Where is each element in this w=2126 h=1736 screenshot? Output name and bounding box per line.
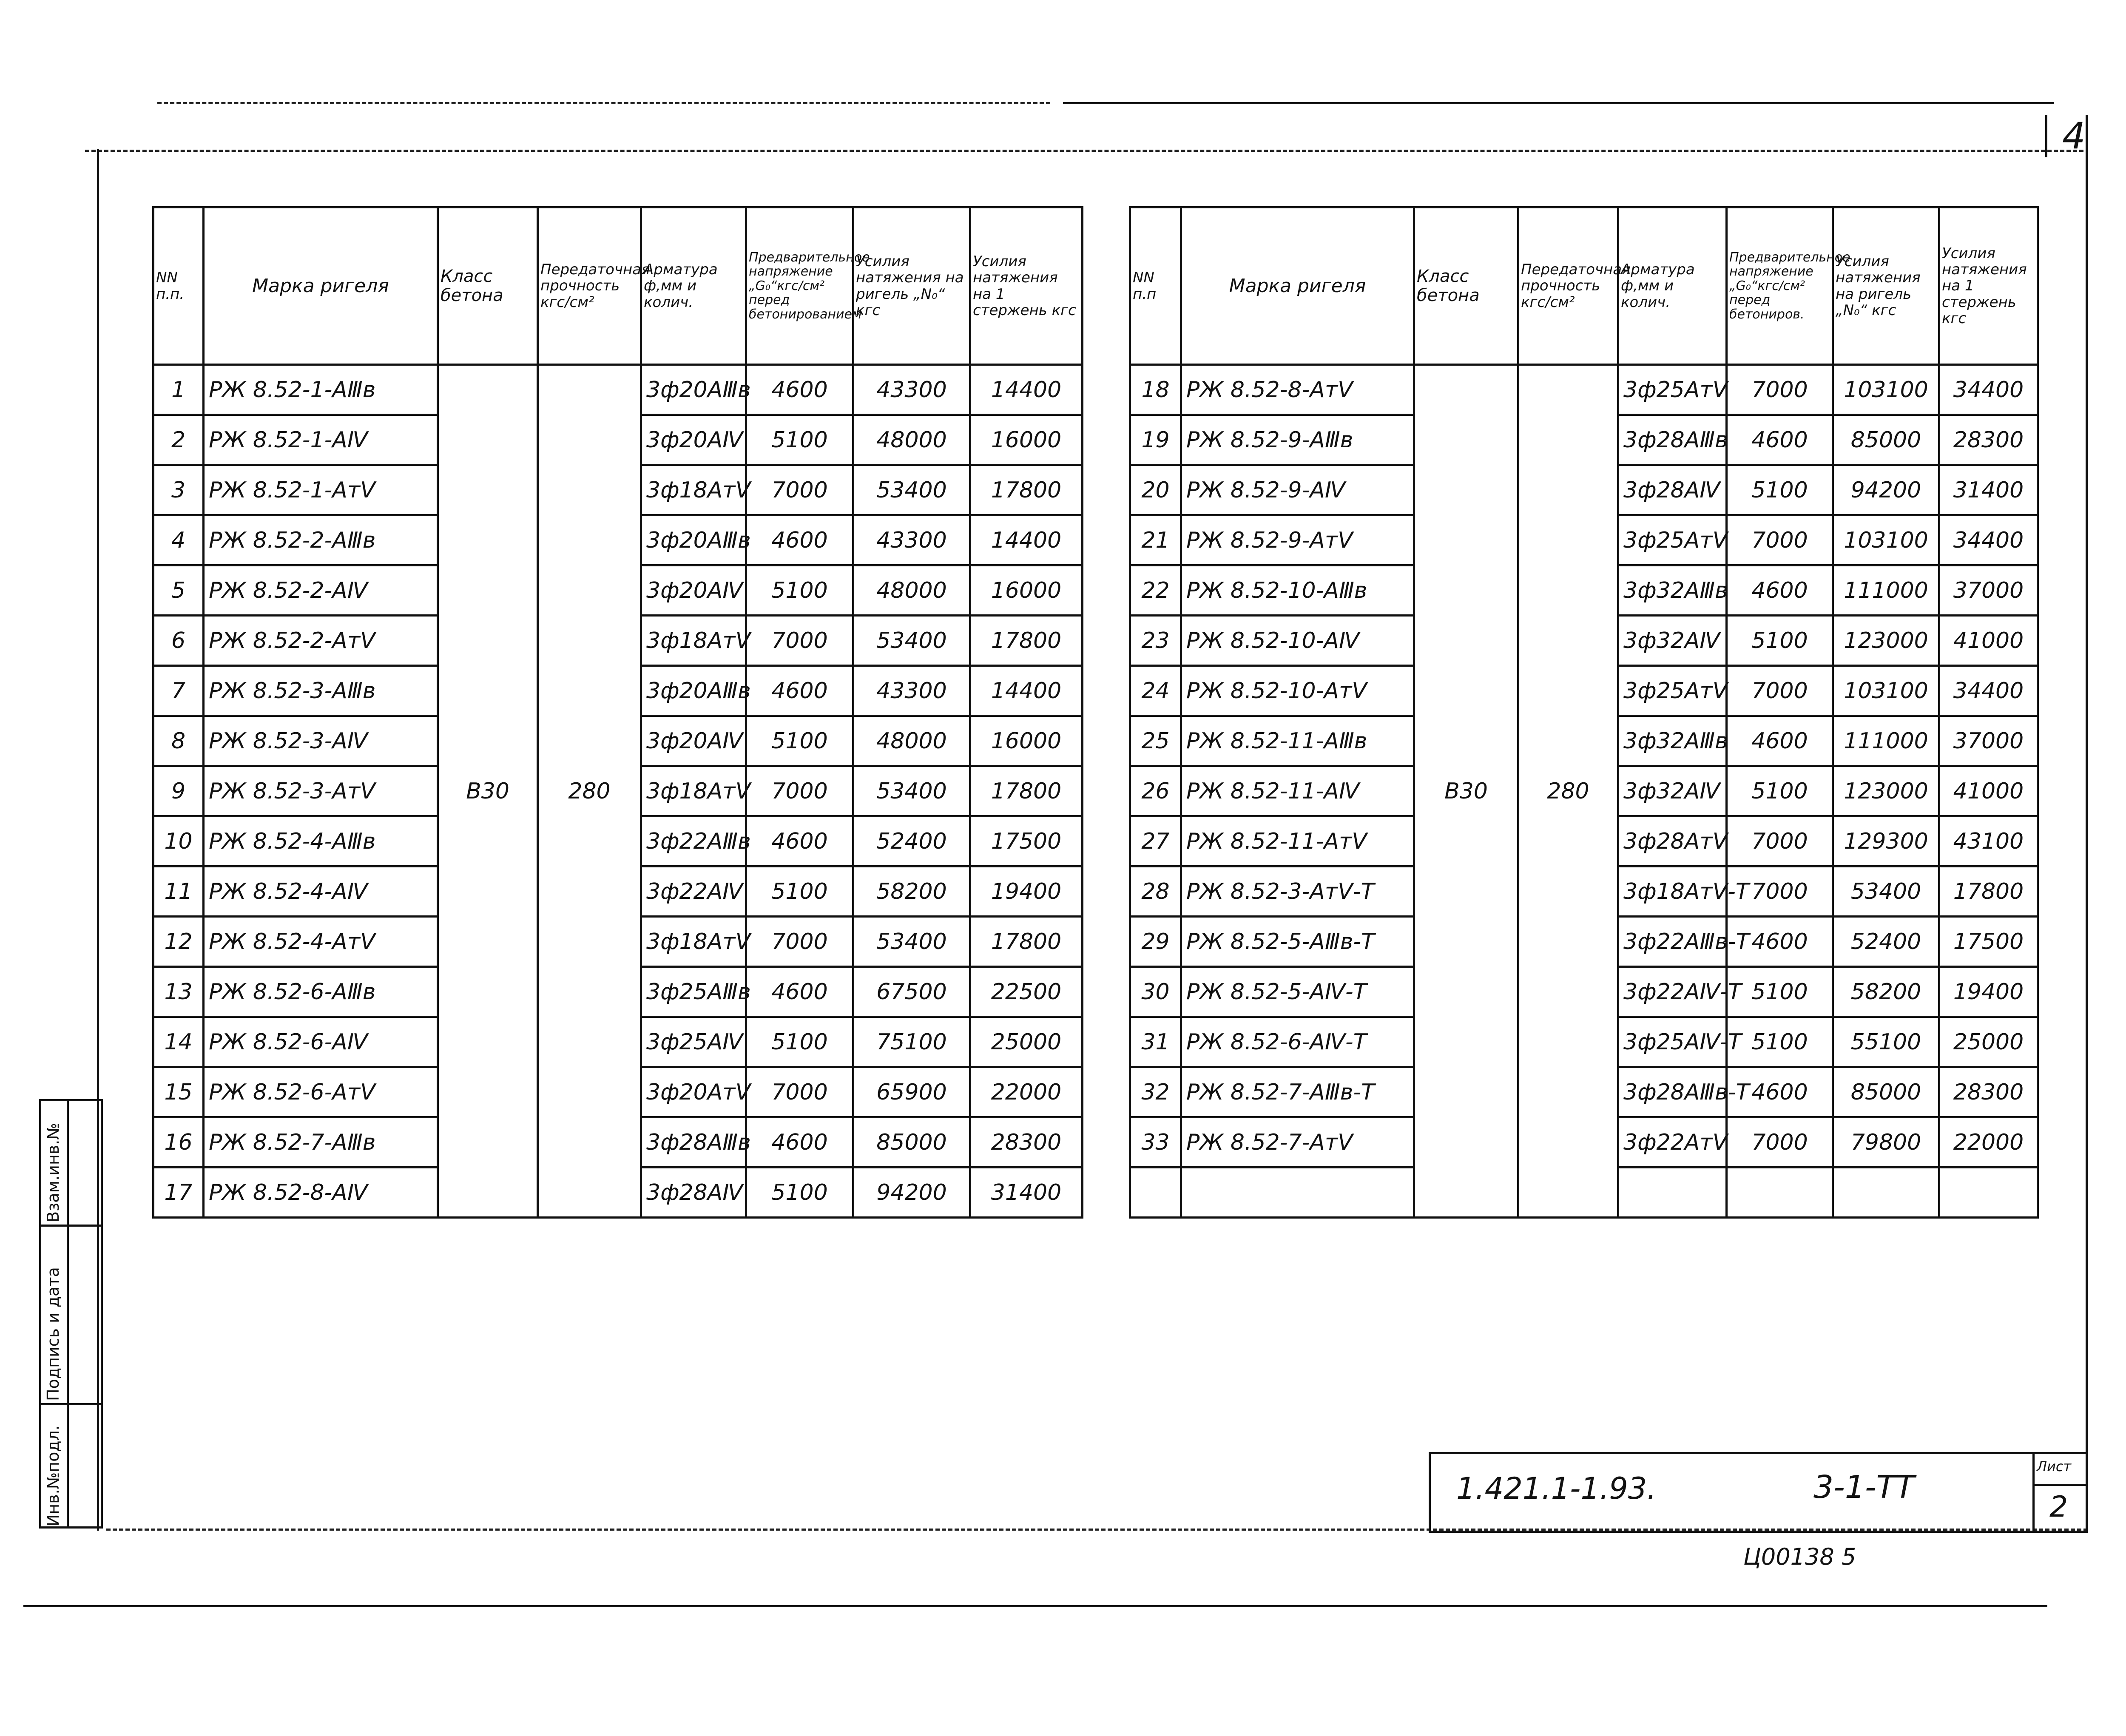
reinforcement-cell: 3ф22АтⅤ xyxy=(1618,1117,1727,1168)
beam-force-cell: 48000 xyxy=(853,415,970,465)
row-number: 21 xyxy=(1130,515,1181,565)
row-number: 31 xyxy=(1130,1017,1181,1067)
right-header-strength: Передаточная прочность кгс/см² xyxy=(1518,207,1618,365)
beam-force-cell xyxy=(1833,1168,1939,1218)
title-block-sheet-divider xyxy=(2032,1454,2035,1531)
prestress-cell: 5100 xyxy=(1727,967,1833,1017)
beam-force-cell: 103100 xyxy=(1833,365,1939,415)
beam-mark: РЖ 8.52-6-АⅢв xyxy=(204,967,438,1017)
document-code: 3-1-ТТ xyxy=(1813,1469,1915,1506)
bar-force-cell: 28300 xyxy=(1939,1067,2038,1117)
bar-force-cell: 34400 xyxy=(1939,515,2038,565)
prestress-cell: 5100 xyxy=(746,716,853,766)
beam-force-cell: 53400 xyxy=(853,465,970,515)
beam-mark: РЖ 8.52-3-АтⅤ xyxy=(204,766,438,816)
reinforcement-cell: 3ф18АтⅤ xyxy=(641,917,746,967)
row-number: 26 xyxy=(1130,766,1181,816)
bar-force-cell: 14400 xyxy=(970,515,1083,565)
left-header-strength: Передаточная прочность кгс/см² xyxy=(538,207,641,365)
row-number: 25 xyxy=(1130,716,1181,766)
prestress-cell: 7000 xyxy=(746,766,853,816)
beam-mark: РЖ 8.52-9-АтⅤ xyxy=(1181,515,1414,565)
beam-mark: РЖ 8.52-3-АтⅤ-Т xyxy=(1181,867,1414,917)
concrete-class-cell: В30 xyxy=(438,365,538,1218)
beam-mark: РЖ 8.52-1-АⅢв xyxy=(204,365,438,415)
bar-force-cell: 19400 xyxy=(1939,967,2038,1017)
row-number xyxy=(1130,1168,1181,1218)
beam-force-cell: 85000 xyxy=(853,1117,970,1168)
beam-force-cell: 103100 xyxy=(1833,515,1939,565)
left-header-force-bar: Усилия натяжения на 1 стержень кгс xyxy=(970,207,1083,365)
right-header-class: Класс бетона xyxy=(1414,207,1518,365)
bar-force-cell: 37000 xyxy=(1939,565,2038,616)
row-number: 8 xyxy=(153,716,204,766)
transfer-strength-cell: 280 xyxy=(1518,365,1618,1218)
reinforcement-cell: 3ф25АтⅤ xyxy=(1618,365,1727,415)
bar-force-cell: 25000 xyxy=(970,1017,1083,1067)
top-dashed-line xyxy=(157,102,1050,104)
right-header-mark: Марка ригеля xyxy=(1181,207,1414,365)
archive-code: Ц00138 5 xyxy=(1743,1543,1856,1570)
bar-force-cell: 28300 xyxy=(970,1117,1083,1168)
beam-force-cell: 67500 xyxy=(853,967,970,1017)
beam-force-cell: 55100 xyxy=(1833,1017,1939,1067)
bar-force-cell: 17800 xyxy=(1939,867,2038,917)
row-number: 1 xyxy=(153,365,204,415)
bar-force-cell: 31400 xyxy=(970,1168,1083,1218)
bar-force-cell: 16000 xyxy=(970,565,1083,616)
beam-force-cell: 43300 xyxy=(853,515,970,565)
beam-force-cell: 129300 xyxy=(1833,816,1939,867)
prestress-cell: 4600 xyxy=(1727,1067,1833,1117)
row-number: 27 xyxy=(1130,816,1181,867)
left-header-arm: Арматура ф,мм и колич. xyxy=(641,207,746,365)
reinforcement-cell: 3ф28АⅢв xyxy=(641,1117,746,1168)
prestress-cell: 4600 xyxy=(1727,415,1833,465)
prestress-cell: 5100 xyxy=(1727,766,1833,816)
reinforcement-cell: 3ф22АⅢв xyxy=(641,816,746,867)
beam-force-cell: 123000 xyxy=(1833,766,1939,816)
right-header-arm: Арматура ф,мм и колич. xyxy=(1618,207,1727,365)
page-number-divider xyxy=(2045,115,2047,157)
row-number: 22 xyxy=(1130,565,1181,616)
prestress-cell: 7000 xyxy=(1727,365,1833,415)
beam-mark: РЖ 8.52-4-АтⅤ xyxy=(204,917,438,967)
series-number: 1.421.1-1.93. xyxy=(1456,1471,1657,1506)
bar-force-cell: 19400 xyxy=(970,867,1083,917)
left-header-class: Класс бетона xyxy=(438,207,538,365)
prestress-cell: 7000 xyxy=(1727,515,1833,565)
reinforcement-cell: 3ф28АⅣ xyxy=(1618,465,1727,515)
beam-force-cell: 43300 xyxy=(853,365,970,415)
beam-mark: РЖ 8.52-4-АⅣ xyxy=(204,867,438,917)
prestress-cell: 7000 xyxy=(746,465,853,515)
prestress-cell: 4600 xyxy=(746,967,853,1017)
prestress-cell: 7000 xyxy=(1727,1117,1833,1168)
title-block-sheet-sep xyxy=(2032,1484,2086,1486)
prestress-cell: 5100 xyxy=(746,1168,853,1218)
bar-force-cell: 25000 xyxy=(1939,1017,2038,1067)
transfer-strength-cell: 280 xyxy=(538,365,641,1218)
row-number: 6 xyxy=(153,616,204,666)
frame-top-dashed xyxy=(85,150,2083,152)
prestress-cell: 4600 xyxy=(746,666,853,716)
left-header-force-beam: Усилия натяжения на ригель „N₀“ кгс xyxy=(853,207,970,365)
row-number: 14 xyxy=(153,1017,204,1067)
reinforcement-cell: 3ф20АⅣ xyxy=(641,716,746,766)
reinforcement-cell: 3ф18АтⅤ xyxy=(641,616,746,666)
bar-force-cell: 17800 xyxy=(970,917,1083,967)
beam-force-cell: 52400 xyxy=(853,816,970,867)
reinforcement-cell: 3ф20АⅣ xyxy=(641,415,746,465)
reinforcement-cell: 3ф25АтⅤ xyxy=(1618,515,1727,565)
prestress-cell: 4600 xyxy=(1727,716,1833,766)
left-table-row xyxy=(153,365,1083,415)
row-number: 4 xyxy=(153,515,204,565)
beam-force-cell: 65900 xyxy=(853,1067,970,1117)
bar-force-cell: 43100 xyxy=(1939,816,2038,867)
bar-force-cell: 17800 xyxy=(970,465,1083,515)
row-number: 9 xyxy=(153,766,204,816)
prestress-cell: 5100 xyxy=(746,867,853,917)
beam-mark: РЖ 8.52-11-АтⅤ xyxy=(1181,816,1414,867)
row-number: 2 xyxy=(153,415,204,465)
bar-force-cell: 22000 xyxy=(970,1067,1083,1117)
right-header-force-bar: Усилия натяжения на 1 стержень кгс xyxy=(1939,207,2038,365)
beam-mark: РЖ 8.52-7-АⅢв xyxy=(204,1117,438,1168)
reinforcement-cell: 3ф18АтⅤ-Т xyxy=(1618,867,1727,917)
beam-mark: РЖ 8.52-8-АⅣ xyxy=(204,1168,438,1218)
reinforcement-cell: 3ф28АⅢв xyxy=(1618,415,1727,465)
bar-force-cell: 16000 xyxy=(970,716,1083,766)
bar-force-cell: 34400 xyxy=(1939,666,2038,716)
right-header-num: NN п.п xyxy=(1130,207,1181,365)
reinforcement-cell: 3ф32АⅣ xyxy=(1618,616,1727,666)
bar-force-cell xyxy=(1939,1168,2038,1218)
bottom-cut-line xyxy=(23,1605,2047,1607)
beam-mark: РЖ 8.52-2-АтⅤ xyxy=(204,616,438,666)
beam-mark: РЖ 8.52-1-АⅣ xyxy=(204,415,438,465)
row-number: 3 xyxy=(153,465,204,515)
prestress-cell: 7000 xyxy=(746,616,853,666)
right-table-row xyxy=(1130,365,2038,415)
left-header-num: NN п.п. xyxy=(153,207,204,365)
beam-force-cell: 111000 xyxy=(1833,565,1939,616)
beam-force-cell: 85000 xyxy=(1833,1067,1939,1117)
reinforcement-cell: 3ф20АⅣ xyxy=(641,565,746,616)
beam-mark: РЖ 8.52-1-АтⅤ xyxy=(204,465,438,515)
beam-mark: РЖ 8.52-6-АⅣ-Т xyxy=(1181,1017,1414,1067)
beam-mark: РЖ 8.52-2-АⅣ xyxy=(204,565,438,616)
row-number: 12 xyxy=(153,917,204,967)
beam-force-cell: 53400 xyxy=(853,766,970,816)
beam-force-cell: 111000 xyxy=(1833,716,1939,766)
reinforcement-cell: 3ф20АⅢв xyxy=(641,365,746,415)
right-header-prestress: Предварительное напряжение „G₀“кгс/см² перед бетониров. xyxy=(1727,207,1833,365)
beam-force-cell: 58200 xyxy=(853,867,970,917)
beam-force-cell: 53400 xyxy=(853,917,970,967)
beam-force-cell: 48000 xyxy=(853,565,970,616)
beam-mark: РЖ 8.52-11-АⅢв xyxy=(1181,716,1414,766)
bar-force-cell: 41000 xyxy=(1939,766,2038,816)
bar-force-cell: 14400 xyxy=(970,666,1083,716)
left-header-prestress: Предварительное напряжение „G₀“кгс/см² перед бетонированием xyxy=(746,207,853,365)
page-number: 4 xyxy=(2062,115,2086,157)
beam-mark: РЖ 8.52-7-АⅢв-Т xyxy=(1181,1067,1414,1117)
prestress-cell: 5100 xyxy=(746,415,853,465)
row-number: 15 xyxy=(153,1067,204,1117)
reinforcement-cell: 3ф25АⅣ xyxy=(641,1017,746,1067)
right-header-row xyxy=(1130,207,2038,365)
approval-strip-sep-2 xyxy=(41,1403,101,1405)
beam-mark: РЖ 8.52-10-АтⅤ xyxy=(1181,666,1414,716)
bar-force-cell: 17500 xyxy=(1939,917,2038,967)
reinforcement-cell: 3ф28АтⅤ xyxy=(1618,816,1727,867)
sheet-number: 2 xyxy=(2049,1490,2068,1524)
beam-force-cell: 85000 xyxy=(1833,415,1939,465)
reinforcement-cell: 3ф32АⅢв xyxy=(1618,565,1727,616)
beam-force-cell: 75100 xyxy=(853,1017,970,1067)
reinforcement-cell: 3ф22АⅣ-Т xyxy=(1618,967,1727,1017)
beam-mark: РЖ 8.52-9-АⅢв xyxy=(1181,415,1414,465)
beam-mark: РЖ 8.52-8-АтⅤ xyxy=(1181,365,1414,415)
prestress-cell: 7000 xyxy=(746,1067,853,1117)
row-number: 33 xyxy=(1130,1117,1181,1168)
title-block xyxy=(1429,1452,2088,1533)
row-number: 16 xyxy=(153,1117,204,1168)
row-number: 30 xyxy=(1130,967,1181,1017)
approval-strip xyxy=(39,1099,103,1529)
prestress-cell: 7000 xyxy=(1727,816,1833,867)
prestress-cell: 4600 xyxy=(746,1117,853,1168)
prestress-cell: 4600 xyxy=(1727,917,1833,967)
row-number: 32 xyxy=(1130,1067,1181,1117)
beam-force-cell: 123000 xyxy=(1833,616,1939,666)
prestress-cell: 5100 xyxy=(746,565,853,616)
row-number: 29 xyxy=(1130,917,1181,967)
row-number: 24 xyxy=(1130,666,1181,716)
beam-force-cell: 52400 xyxy=(1833,917,1939,967)
row-number: 20 xyxy=(1130,465,1181,515)
beam-mark: РЖ 8.52-4-АⅢв xyxy=(204,816,438,867)
left-spec-table xyxy=(152,206,1083,1219)
left-header-row xyxy=(153,207,1083,365)
beam-mark: РЖ 8.52-3-АⅣ xyxy=(204,716,438,766)
reinforcement-cell: 3ф28АⅢв-Т xyxy=(1618,1067,1727,1117)
beam-mark: РЖ 8.52-11-АⅣ xyxy=(1181,766,1414,816)
row-number: 18 xyxy=(1130,365,1181,415)
beam-force-cell: 53400 xyxy=(853,616,970,666)
bar-force-cell: 31400 xyxy=(1939,465,2038,515)
beam-force-cell: 48000 xyxy=(853,716,970,766)
top-line xyxy=(1063,102,2054,104)
prestress-cell: 4600 xyxy=(746,515,853,565)
prestress-cell xyxy=(1727,1168,1833,1218)
beam-force-cell: 103100 xyxy=(1833,666,1939,716)
reinforcement-cell: 3ф22АⅢв-Т xyxy=(1618,917,1727,967)
beam-mark: РЖ 8.52-6-АⅣ xyxy=(204,1017,438,1067)
prestress-cell: 4600 xyxy=(746,816,853,867)
reinforcement-cell: 3ф32АⅢв xyxy=(1618,716,1727,766)
bar-force-cell: 22000 xyxy=(1939,1117,2038,1168)
row-number: 7 xyxy=(153,666,204,716)
left-header-mark: Марка ригеля xyxy=(204,207,438,365)
bar-force-cell: 41000 xyxy=(1939,616,2038,666)
approval-label-inv-replace: Взам.инв.№ xyxy=(44,1123,63,1222)
reinforcement-cell: 3ф25АⅣ-Т xyxy=(1618,1017,1727,1067)
bar-force-cell: 22500 xyxy=(970,967,1083,1017)
beam-force-cell: 58200 xyxy=(1833,967,1939,1017)
beam-mark: РЖ 8.52-5-АⅣ-Т xyxy=(1181,967,1414,1017)
reinforcement-cell xyxy=(1618,1168,1727,1218)
approval-label-inv-orig: Инв.№подл. xyxy=(44,1425,63,1526)
bar-force-cell: 17800 xyxy=(970,766,1083,816)
reinforcement-cell: 3ф28АⅣ xyxy=(641,1168,746,1218)
row-number: 23 xyxy=(1130,616,1181,666)
bar-force-cell: 37000 xyxy=(1939,716,2038,766)
beam-mark: РЖ 8.52-3-АⅢв xyxy=(204,666,438,716)
beam-force-cell: 94200 xyxy=(1833,465,1939,515)
beam-mark: РЖ 8.52-10-АⅢв xyxy=(1181,565,1414,616)
frame-right xyxy=(2086,115,2088,1531)
row-number: 17 xyxy=(153,1168,204,1218)
bar-force-cell: 16000 xyxy=(970,415,1083,465)
concrete-class-cell: В30 xyxy=(1414,365,1518,1218)
bar-force-cell: 34400 xyxy=(1939,365,2038,415)
row-number: 5 xyxy=(153,565,204,616)
bar-force-cell: 17500 xyxy=(970,816,1083,867)
prestress-cell: 5100 xyxy=(1727,465,1833,515)
row-number: 13 xyxy=(153,967,204,1017)
reinforcement-cell: 3ф18АтⅤ xyxy=(641,465,746,515)
bar-force-cell: 14400 xyxy=(970,365,1083,415)
beam-force-cell: 43300 xyxy=(853,666,970,716)
sheet-label: Лист xyxy=(2037,1458,2072,1475)
beam-mark xyxy=(1181,1168,1414,1218)
reinforcement-cell: 3ф22АⅣ xyxy=(641,867,746,917)
beam-mark: РЖ 8.52-5-АⅢв-Т xyxy=(1181,917,1414,967)
beam-force-cell: 94200 xyxy=(853,1168,970,1218)
beam-force-cell: 79800 xyxy=(1833,1117,1939,1168)
prestress-cell: 7000 xyxy=(1727,867,1833,917)
beam-mark: РЖ 8.52-6-АтⅤ xyxy=(204,1067,438,1117)
row-number: 11 xyxy=(153,867,204,917)
reinforcement-cell: 3ф20АтⅤ xyxy=(641,1067,746,1117)
prestress-cell: 7000 xyxy=(1727,666,1833,716)
prestress-cell: 4600 xyxy=(1727,565,1833,616)
beam-force-cell: 53400 xyxy=(1833,867,1939,917)
prestress-cell: 5100 xyxy=(1727,1017,1833,1067)
reinforcement-cell: 3ф32АⅣ xyxy=(1618,766,1727,816)
reinforcement-cell: 3ф25АⅢв xyxy=(641,967,746,1017)
bar-force-cell: 28300 xyxy=(1939,415,2038,465)
row-number: 28 xyxy=(1130,867,1181,917)
bar-force-cell: 17800 xyxy=(970,616,1083,666)
prestress-cell: 4600 xyxy=(746,365,853,415)
reinforcement-cell: 3ф25АтⅤ xyxy=(1618,666,1727,716)
row-number: 19 xyxy=(1130,415,1181,465)
beam-mark: РЖ 8.52-7-АтⅤ xyxy=(1181,1117,1414,1168)
reinforcement-cell: 3ф20АⅢв xyxy=(641,666,746,716)
beam-mark: РЖ 8.52-9-АⅣ xyxy=(1181,465,1414,515)
approval-strip-sep-1 xyxy=(41,1225,101,1227)
prestress-cell: 7000 xyxy=(746,917,853,967)
prestress-cell: 5100 xyxy=(746,1017,853,1067)
prestress-cell: 5100 xyxy=(1727,616,1833,666)
beam-mark: РЖ 8.52-2-АⅢв xyxy=(204,515,438,565)
right-spec-table xyxy=(1129,206,2039,1219)
reinforcement-cell: 3ф20АⅢв xyxy=(641,515,746,565)
reinforcement-cell: 3ф18АтⅤ xyxy=(641,766,746,816)
beam-mark: РЖ 8.52-10-АⅣ xyxy=(1181,616,1414,666)
right-header-force-beam: Усилия натяжения на ригель „N₀“ кгс xyxy=(1833,207,1939,365)
row-number: 10 xyxy=(153,816,204,867)
approval-label-signature: Подпись и дата xyxy=(44,1267,63,1401)
